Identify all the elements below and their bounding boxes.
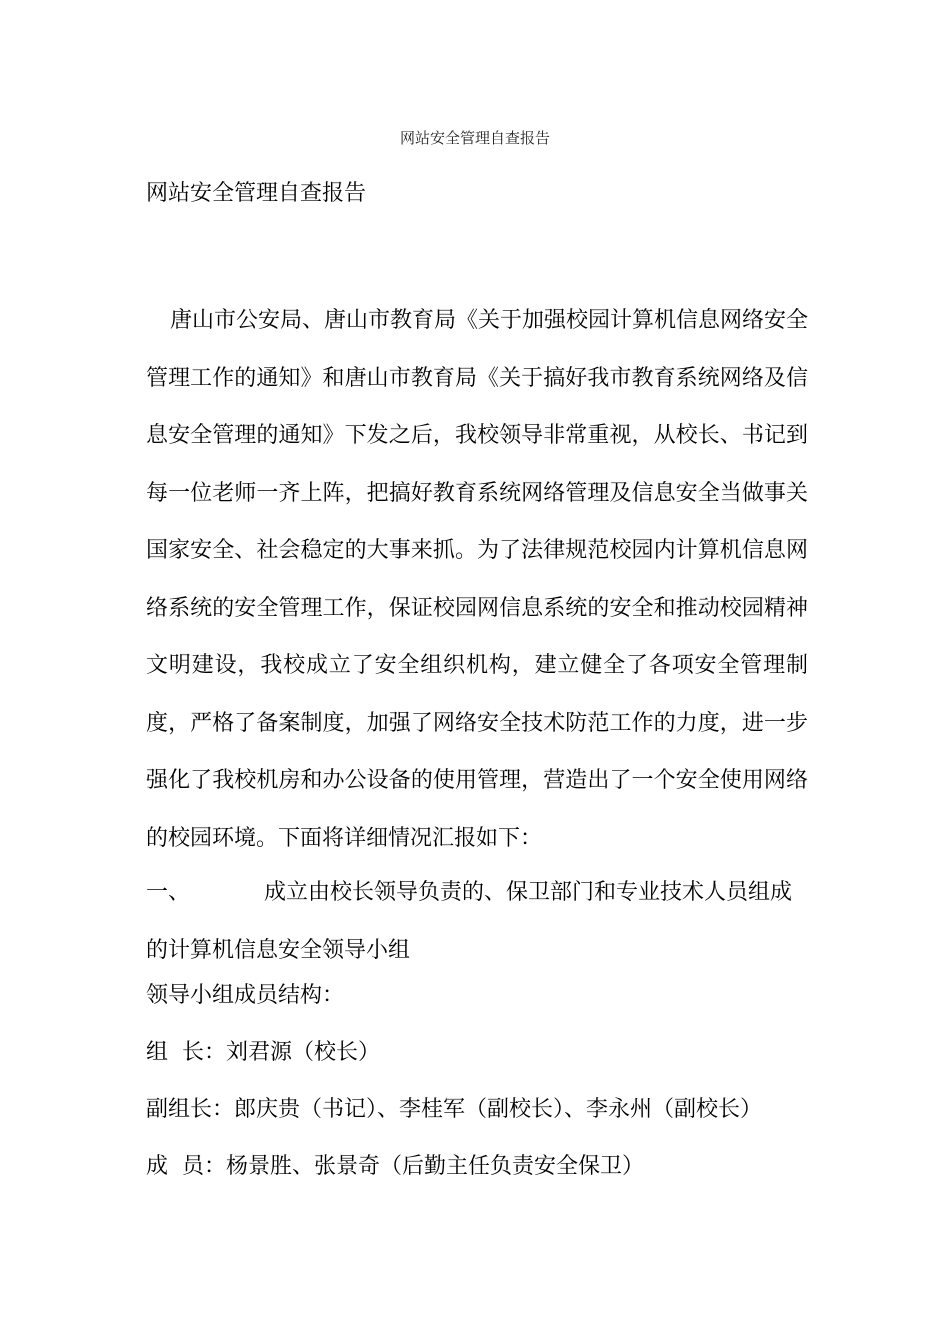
group-structure-label: 领导小组成员结构： xyxy=(146,983,345,1008)
section-heading-line2: 的计算机信息安全领导小组 xyxy=(146,937,411,963)
document-title: 网站安全管理自查报告 xyxy=(146,181,367,206)
member-line-members: 成 员：杨景胜、张景奇（后勤主任负责安全保卫） xyxy=(146,1154,644,1179)
section-one-heading xyxy=(146,864,808,979)
member-line-leader: 组 长：刘君源（校长） xyxy=(146,1040,380,1065)
intro-paragraph: 唐山市公安局、唐山市教育局《关于加强校园计算机信息网络安全管理工作的通知》和唐山市教育局《关于搞好我市教育系统网络及信息安全管理的通知》下发之后，我校领导非常重视，从校长、书记到每一位老师一齐上阵，把搞好教育系统网络管理及信息安全当做事关国家安全、社会稳定的大事来抓。为了法律规范校园内计算机信息网络系统的安全管理工作，保证校园网信息系统的安全和推动校园精神文明建设，我校成立了安全组织机构，建立健全了各项安全管理制度，严格了备案制度，加强了网络安全技术防范工作的力度，进一步强化了我校机房和办公设备的使用管理，营造出了一个安全使用网络的校园环境。下面将详细情况汇报如下： xyxy=(146,308,809,851)
section-number: 一、 xyxy=(146,880,191,905)
running-header: 网站安全管理自查报告 xyxy=(399,129,550,147)
member-line-deputy: 副组长：郎庆贵（书记）、李桂军（副校长）、李永州（副校长） xyxy=(146,1097,763,1122)
section-heading-line1: 成立由校长领导负责的、保卫部门和专业技术人员组成 xyxy=(264,880,793,905)
